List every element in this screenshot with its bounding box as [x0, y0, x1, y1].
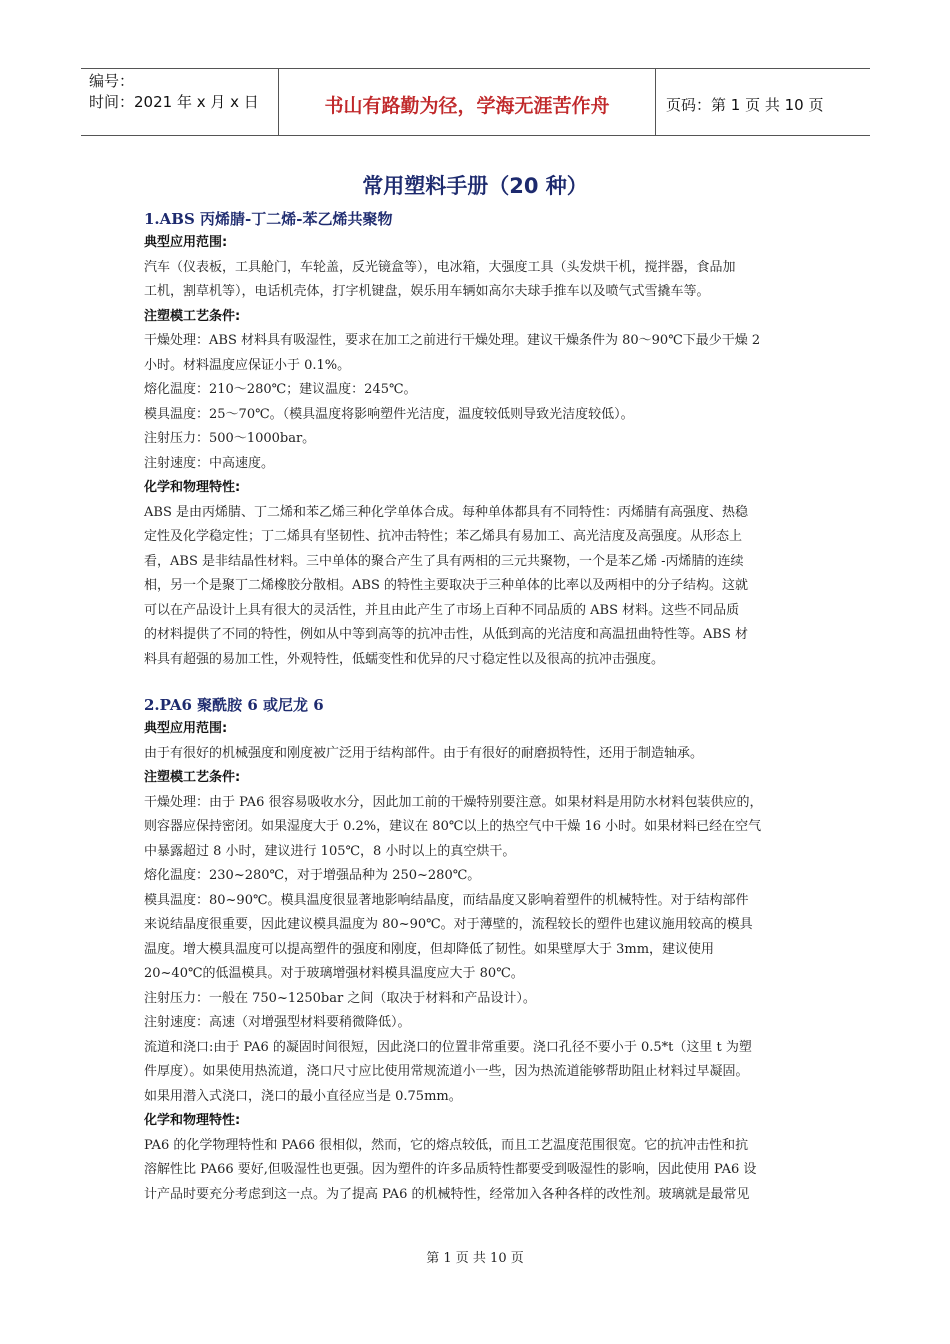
text-line: 则容器应保持密闭。如果湿度大于 0.2%，建议在 80℃以上的热空气中干燥 16 小时。如果材料已经在空气 — [144, 819, 762, 834]
text-line: 小时。材料温度应保证小于 0.1%。 — [144, 357, 351, 373]
text-line: 熔化温度：230~280℃，对于增强品种为 250~280℃。 — [144, 868, 481, 883]
text-line: 注射速度：中高速度。 — [144, 455, 275, 471]
text-line: 件厚度）。如果使用热流道，浇口尺寸应比使用常规流道小一些，因为热流道能够帮助阻止材料过早凝固。 — [144, 1064, 749, 1079]
number-label: 编号： — [89, 72, 135, 90]
text-line: 定性及化学稳定性；丁二烯具有坚韧性、抗冲击特性；苯乙烯具有易加工、高光洁度及高强度。从形态上 — [144, 529, 743, 544]
text-line: 模具温度：25～70℃。（模具温度将影响塑件光洁度，温度较低则导致光洁度较低）。 — [144, 406, 634, 422]
section-heading: 1.ABS 丙烯腈-丁二烯-苯乙烯共聚物 — [144, 210, 393, 228]
text-line: 可以在产品设计上具有很大的灵活性，并且由此产生了市场上百种不同品质的 ABS 材料。这些不同品质 — [144, 602, 740, 618]
text-line: 由于有很好的机械强度和刚度被广泛用于结构部件。由于有很好的耐磨损特性，还用于制造轴承。 — [144, 745, 704, 761]
text-line: 注射压力：500～1000bar。 — [144, 431, 316, 446]
text-line: 干燥处理：由于 PA6 很容易吸收水分，因此加工前的干燥特别要注意。如果材料是用防水材料包装供应的， — [144, 794, 763, 810]
header-meta — [81, 69, 279, 135]
text-line: 注射压力：一般在 750~1250bar 之间（取决于材料和产品设计）。 — [144, 990, 536, 1006]
text-line: 中暴露超过 8 小时，建议进行 105℃，8 小时以上的真空烘干。 — [144, 843, 516, 859]
text-line: 料具有超强的易加工性，外观特性，低蠕变性和优异的尺寸稳定性以及很高的抗冲击强度。 — [144, 651, 665, 667]
document-title: 常用塑料手册（20 种） — [362, 174, 588, 198]
text-line: 如果用潜入式浇口，浇口的最小直径应当是 0.75mm。 — [144, 1088, 462, 1104]
subsection-heading: 注塑模工艺条件: — [144, 308, 241, 324]
header-page-info: 页码：第 1 页 共 10 页 — [666, 95, 824, 114]
text-line: PA6 的化学物理特性和 PA66 很相似，然而，它的熔点较低，而且工艺温度范围很宽。它的抗冲击性和抗 — [144, 1137, 749, 1153]
page-header — [81, 68, 870, 136]
text-line: 模具温度：80~90℃。模具温度很显著地影响结晶度，而结晶度又影响着塑件的机械特性。对于结构部件 — [144, 892, 749, 908]
text-line: 相，另一个是聚丁二烯橡胶分散相。ABS 的特性主要取决于三种单体的比率以及两相中的分子结构。这就 — [144, 578, 748, 593]
text-line: 温度。增大模具温度可以提高塑件的强度和刚度，但却降低了韧性。如果壁厚大于 3mm，建议使用 — [144, 941, 715, 957]
text-line: 看，ABS 是非结晶性材料。三中单体的聚合产生了具有两相的三元共聚物，一个是苯乙烯 -丙烯腈的连续 — [144, 553, 744, 569]
section-heading: 2.PA6 聚酰胺 6 或尼龙 6 — [144, 696, 324, 714]
subsection-heading: 典型应用范围: — [144, 721, 228, 736]
section-gap — [144, 672, 816, 693]
text-line: 汽车（仪表板，工具舱门，车轮盖，反光镜盒等），电冰箱，大强度工具（头发烘干机，搅拌器，食品加 — [144, 259, 736, 275]
page-footer: 第 1 页 共 10 页 — [426, 1251, 524, 1266]
section-abs — [144, 207, 816, 672]
text-line: 来说结晶度很重要，因此建议模具温度为 80~90℃。对于薄壁的，流程较长的塑件也建议施用较高的模具 — [144, 917, 753, 932]
text-line: 熔化温度：210～280℃；建议温度：245℃。 — [144, 382, 417, 397]
text-line: 干燥处理：ABS 材料具有吸湿性，要求在加工之前进行干燥处理。建议干燥条件为 80～90℃下最少干燥 2 — [144, 333, 761, 348]
document-body — [144, 207, 816, 1207]
subsection-heading: 化学和物理特性: — [144, 1113, 241, 1128]
text-line: 工机，割草机等），电话机壳体，打字机键盘，娱乐用车辆如高尔夫球手推车以及喷气式雪撬车等。 — [144, 284, 710, 299]
text-line: 注射速度：高速（对增强型材料要稍微降低）。 — [144, 1015, 411, 1030]
subsection-heading: 注塑模工艺条件: — [144, 770, 241, 785]
subsection-heading: 典型应用范围: — [144, 235, 228, 250]
text-line: ABS 是由丙烯腈、丁二烯和苯乙烯三种化学单体合成。每种单体都具有不同特性：丙烯腈有高强度、热稳 — [144, 504, 748, 520]
time-label: 时间：2021 年 x 月 x 日 — [89, 93, 259, 111]
subsection-heading: 化学和物理特性: — [144, 480, 241, 495]
section-pa6 — [144, 693, 816, 1207]
text-line: 20~40℃的低温模具。对于玻璃增强材料模具温度应大于 80℃。 — [144, 966, 524, 981]
text-line: 计产品时要充分考虑到这一点。为了提高 PA6 的机械特性，经常加入各种各样的改性剂。玻璃就是最常见 — [144, 1186, 750, 1202]
text-line: 溶解性比 PA66 要好,但吸湿性也更强。因为塑件的许多品质特性都要受到吸湿性的影响，因此使用 PA6 设 — [144, 1162, 757, 1177]
text-line: 的材料提供了不同的特性，例如从中等到高等的抗冲击性，从低到高的光洁度和高温扭曲特性等。ABS 材 — [144, 627, 748, 642]
text-line: 流道和浇口:由于 PA6 的凝固时间很短，因此浇口的位置非常重要。浇口孔径不要小于 0.5*t（这里 t 为塑 — [144, 1039, 752, 1055]
header-motto: 书山有路勤为径，学海无涯苦作舟 — [279, 69, 656, 135]
